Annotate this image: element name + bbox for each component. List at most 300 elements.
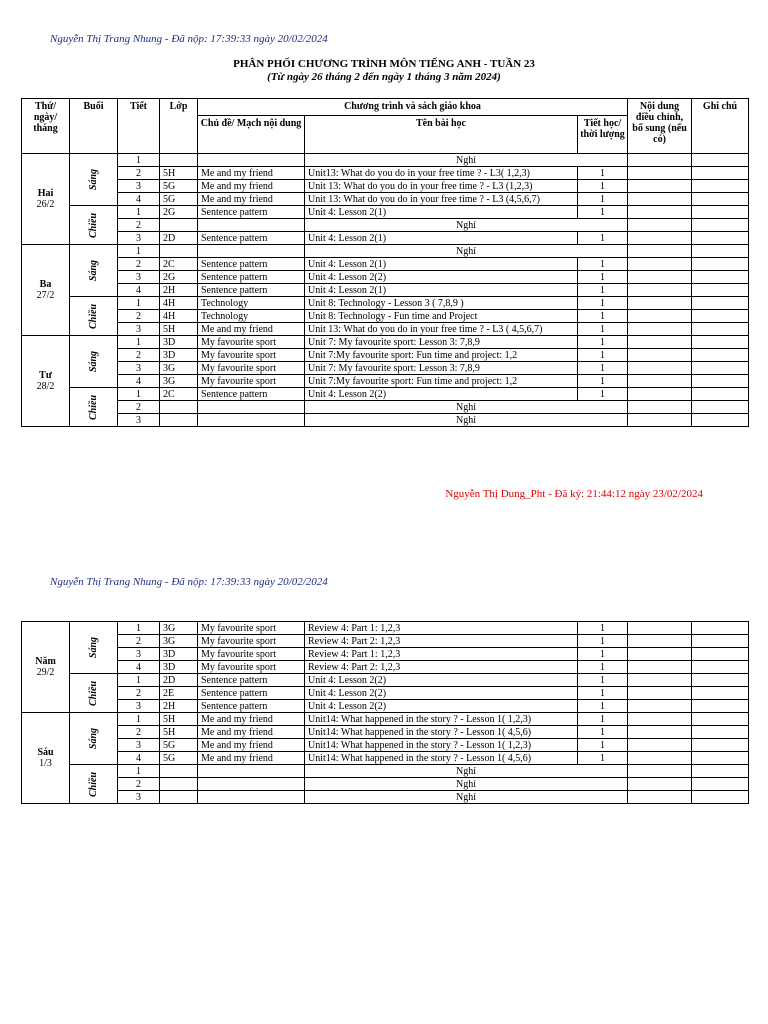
class-cell: 5G [160, 739, 198, 752]
note-cell [692, 323, 749, 336]
hours-cell: 1 [578, 648, 628, 661]
topic-cell: Sentence pattern [198, 284, 305, 297]
topic-cell [198, 154, 305, 167]
period-cell: 2 [118, 401, 160, 414]
period-cell: 3 [118, 271, 160, 284]
day-name: Ba [39, 279, 52, 290]
lesson-cell: Unit 4: Lesson 2(2) [305, 687, 578, 700]
topic-cell: Sentence pattern [198, 687, 305, 700]
period-cell: 1 [118, 388, 160, 401]
off-cell: Nghỉ [305, 154, 628, 167]
lesson-cell: Unit 8: Technology - Fun time and Project [305, 310, 578, 323]
period-cell: 1 [118, 245, 160, 258]
class-cell: 5H [160, 323, 198, 336]
session-cell [70, 674, 118, 713]
adjust-cell [628, 635, 692, 648]
note-cell [692, 193, 749, 206]
note-cell [692, 297, 749, 310]
day-name: Sáu [37, 747, 54, 758]
adjust-cell [628, 726, 692, 739]
class-cell [160, 401, 198, 414]
note-cell [692, 167, 749, 180]
off-cell: Nghỉ [305, 791, 628, 804]
table-row [22, 375, 749, 388]
period-cell: 3 [118, 739, 160, 752]
header-note: Ghi chú [692, 99, 749, 154]
topic-cell: Sentence pattern [198, 206, 305, 219]
table-row [22, 167, 749, 180]
period-cell: 2 [118, 258, 160, 271]
note-cell [692, 726, 749, 739]
table-row [22, 193, 749, 206]
class-cell: 2D [160, 674, 198, 687]
note-cell [692, 219, 749, 232]
hours-cell: 1 [578, 193, 628, 206]
note-cell [692, 362, 749, 375]
adjust-cell [628, 206, 692, 219]
lesson-cell: Review 4: Part 2: 1,2,3 [305, 661, 578, 674]
day-cell [22, 154, 70, 245]
topic-cell: Sentence pattern [198, 258, 305, 271]
period-cell: 1 [118, 674, 160, 687]
hours-cell: 1 [578, 349, 628, 362]
note-cell [692, 310, 749, 323]
period-cell: 1 [118, 765, 160, 778]
hours-cell: 1 [578, 284, 628, 297]
session-label: Sáng [88, 727, 99, 750]
class-cell: 5H [160, 713, 198, 726]
adjust-cell [628, 284, 692, 297]
lesson-cell: Unit 4: Lesson 2(2) [305, 700, 578, 713]
class-cell [160, 245, 198, 258]
session-label: Sáng [88, 636, 99, 659]
topic-cell: My favourite sport [198, 375, 305, 388]
lesson-cell: Unit14: What happened in the story ? - Lesson 1( 4,5,6) [305, 726, 578, 739]
topic-cell [198, 778, 305, 791]
adjust-cell [628, 388, 692, 401]
table-row [22, 700, 749, 713]
session-cell [70, 622, 118, 674]
adjust-cell [628, 362, 692, 375]
adjust-cell [628, 349, 692, 362]
schedule-table-1 [21, 98, 749, 427]
class-cell: 3D [160, 648, 198, 661]
lesson-cell: Unit 4: Lesson 2(1) [305, 284, 578, 297]
hours-cell: 1 [578, 726, 628, 739]
day-cell [22, 713, 70, 804]
header-adjust: Nội dung điều chỉnh, bổ sung (nếu có) [628, 99, 692, 154]
note-cell [692, 349, 749, 362]
adjust-cell [628, 232, 692, 245]
note-cell [692, 791, 749, 804]
table-row [22, 297, 749, 310]
adjust-cell [628, 271, 692, 284]
note-cell [692, 336, 749, 349]
topic-cell: Technology [198, 297, 305, 310]
period-cell: 2 [118, 726, 160, 739]
adjust-cell [628, 219, 692, 232]
topic-cell [198, 414, 305, 427]
topic-cell: Me and my friend [198, 180, 305, 193]
table-row [22, 622, 749, 635]
off-row [22, 401, 749, 414]
day-cell [22, 245, 70, 336]
day-date: 1/3 [39, 758, 52, 769]
note-cell [692, 271, 749, 284]
class-cell: 4H [160, 297, 198, 310]
class-cell: 2C [160, 258, 198, 271]
topic-cell: Me and my friend [198, 193, 305, 206]
period-cell: 2 [118, 687, 160, 700]
hours-cell: 1 [578, 635, 628, 648]
topic-cell [198, 791, 305, 804]
lesson-cell: Unit 13: What do you do in your free time ? - L3 ( 4,5,6,7) [305, 323, 578, 336]
adjust-cell [628, 752, 692, 765]
note-cell [692, 401, 749, 414]
lesson-cell: Unit 13: What do you do in your free time ? - L3 (4,5,6,7) [305, 193, 578, 206]
note-cell [692, 206, 749, 219]
period-cell: 2 [118, 310, 160, 323]
adjust-cell [628, 778, 692, 791]
class-cell: 2G [160, 206, 198, 219]
table-row [22, 349, 749, 362]
session-cell [70, 154, 118, 206]
lesson-cell: Unit 4: Lesson 2(2) [305, 674, 578, 687]
day-date: 28/2 [36, 381, 55, 392]
topic-cell: My favourite sport [198, 622, 305, 635]
note-cell [692, 752, 749, 765]
adjust-cell [628, 414, 692, 427]
day-date: 26/2 [36, 199, 55, 210]
period-cell: 1 [118, 622, 160, 635]
period-cell: 2 [118, 778, 160, 791]
off-cell: Nghỉ [305, 778, 628, 791]
session-label: Chiều [87, 303, 99, 329]
day-cell [22, 336, 70, 427]
header-day: Thứ/ ngày/ tháng [22, 99, 70, 154]
off-cell: Nghỉ [305, 245, 628, 258]
session-label: Chiều [87, 212, 99, 238]
hours-cell: 1 [578, 206, 628, 219]
adjust-cell [628, 193, 692, 206]
table-row [22, 726, 749, 739]
off-row [22, 791, 749, 804]
period-cell: 2 [118, 349, 160, 362]
header-topic: Chủ đề/ Mạch nội dung [198, 116, 305, 154]
note-cell [692, 713, 749, 726]
off-cell: Nghỉ [305, 414, 628, 427]
table-row [22, 713, 749, 726]
off-row [22, 219, 749, 232]
topic-cell: Sentence pattern [198, 674, 305, 687]
class-cell: 3G [160, 362, 198, 375]
topic-cell: Me and my friend [198, 167, 305, 180]
hours-cell: 1 [578, 700, 628, 713]
day-date: 29/2 [36, 667, 55, 678]
session-label: Chiều [87, 680, 99, 706]
topic-cell: Me and my friend [198, 752, 305, 765]
note-cell [692, 284, 749, 297]
period-cell: 1 [118, 336, 160, 349]
lesson-cell: Unit 7:My favourite sport: Fun time and project: 1,2 [305, 375, 578, 388]
table-row [22, 310, 749, 323]
hours-cell: 1 [578, 232, 628, 245]
note-cell [692, 687, 749, 700]
header-class: Lớp [160, 99, 198, 154]
period-cell: 3 [118, 791, 160, 804]
hours-cell: 1 [578, 674, 628, 687]
lesson-cell: Unit 4: Lesson 2(1) [305, 206, 578, 219]
class-cell: 2E [160, 687, 198, 700]
class-cell [160, 778, 198, 791]
period-cell: 1 [118, 297, 160, 310]
class-cell: 2H [160, 284, 198, 297]
adjust-cell [628, 323, 692, 336]
adjust-cell [628, 648, 692, 661]
page-subtitle: (Từ ngày 26 tháng 2 đến ngày 1 tháng 3 năm 2024) [267, 71, 501, 83]
class-cell [160, 414, 198, 427]
hours-cell: 1 [578, 297, 628, 310]
table-row [22, 362, 749, 375]
session-cell [70, 297, 118, 336]
page-title: PHÂN PHỐI CHƯƠNG TRÌNH MÔN TIẾNG ANH - TUẦN 23 [233, 58, 535, 70]
topic-cell: Me and my friend [198, 713, 305, 726]
off-row [22, 154, 749, 167]
note-cell [692, 232, 749, 245]
period-cell: 2 [118, 167, 160, 180]
class-cell: 2C [160, 388, 198, 401]
period-cell: 4 [118, 752, 160, 765]
adjust-cell [628, 245, 692, 258]
period-cell: 3 [118, 700, 160, 713]
lesson-cell: Unit 4: Lesson 2(1) [305, 232, 578, 245]
topic-cell [198, 219, 305, 232]
day-name: Năm [35, 656, 56, 667]
topic-cell [198, 765, 305, 778]
off-cell: Nghỉ [305, 401, 628, 414]
hours-cell: 1 [578, 180, 628, 193]
class-cell: 5G [160, 752, 198, 765]
day-name: Tư [39, 370, 52, 381]
adjust-cell [628, 310, 692, 323]
class-cell: 3D [160, 661, 198, 674]
lesson-cell: Unit 7: My favourite sport: Lesson 3: 7,8,9 [305, 362, 578, 375]
note-cell [692, 765, 749, 778]
table-row [22, 336, 749, 349]
topic-cell: My favourite sport [198, 349, 305, 362]
hours-cell: 1 [578, 258, 628, 271]
session-cell [70, 245, 118, 297]
topic-cell: My favourite sport [198, 648, 305, 661]
period-cell: 4 [118, 375, 160, 388]
note-cell [692, 375, 749, 388]
table-row [22, 635, 749, 648]
adjust-cell [628, 622, 692, 635]
class-cell: 4H [160, 310, 198, 323]
table-row [22, 687, 749, 700]
topic-cell: My favourite sport [198, 635, 305, 648]
period-cell: 3 [118, 414, 160, 427]
class-cell: 3D [160, 336, 198, 349]
period-cell: 3 [118, 362, 160, 375]
lesson-cell: Unit14: What happened in the story ? - Lesson 1( 1,2,3) [305, 713, 578, 726]
off-row [22, 765, 749, 778]
note-cell [692, 622, 749, 635]
session-label: Chiều [87, 394, 99, 420]
topic-cell: My favourite sport [198, 336, 305, 349]
lesson-cell: Review 4: Part 1: 1,2,3 [305, 648, 578, 661]
topic-cell [198, 401, 305, 414]
lesson-cell: Unit14: What happened in the story ? - Lesson 1( 1,2,3) [305, 739, 578, 752]
topic-cell: Sentence pattern [198, 271, 305, 284]
adjust-cell [628, 375, 692, 388]
topic-cell: Sentence pattern [198, 232, 305, 245]
lesson-cell: Unit 8: Technology - Lesson 3 ( 7,8,9 ) [305, 297, 578, 310]
class-cell: 3D [160, 349, 198, 362]
lesson-cell: Unit 4: Lesson 2(1) [305, 258, 578, 271]
hours-cell: 1 [578, 622, 628, 635]
adjust-cell [628, 167, 692, 180]
class-cell: 3G [160, 635, 198, 648]
hours-cell: 1 [578, 271, 628, 284]
adjust-cell [628, 713, 692, 726]
period-cell: 3 [118, 180, 160, 193]
note-cell [692, 778, 749, 791]
header-session: Buổi [70, 99, 118, 154]
hours-cell: 1 [578, 713, 628, 726]
topic-cell: Sentence pattern [198, 388, 305, 401]
class-cell: 5G [160, 180, 198, 193]
class-cell: 2H [160, 700, 198, 713]
lesson-cell: Unit 4: Lesson 2(2) [305, 388, 578, 401]
adjust-cell [628, 336, 692, 349]
period-cell: 1 [118, 206, 160, 219]
table-row [22, 271, 749, 284]
header-hours: Tiết học/ thời lượng [578, 116, 628, 154]
table-row [22, 674, 749, 687]
topic-cell: Me and my friend [198, 726, 305, 739]
note-cell [692, 180, 749, 193]
period-cell: 4 [118, 284, 160, 297]
hours-cell: 1 [578, 323, 628, 336]
session-cell [70, 713, 118, 765]
period-cell: 2 [118, 635, 160, 648]
period-cell: 1 [118, 154, 160, 167]
session-label: Chiều [87, 771, 99, 797]
off-cell: Nghỉ [305, 765, 628, 778]
hours-cell: 1 [578, 752, 628, 765]
lesson-cell: Review 4: Part 1: 1,2,3 [305, 622, 578, 635]
period-cell: 3 [118, 232, 160, 245]
note-cell [692, 674, 749, 687]
session-label: Sáng [88, 259, 99, 282]
note-cell [692, 245, 749, 258]
topic-cell: Technology [198, 310, 305, 323]
topic-cell: Sentence pattern [198, 700, 305, 713]
off-row [22, 778, 749, 791]
adjust-cell [628, 154, 692, 167]
note-cell [692, 414, 749, 427]
table-row [22, 284, 749, 297]
off-cell: Nghỉ [305, 219, 628, 232]
off-row [22, 414, 749, 427]
period-cell: 4 [118, 661, 160, 674]
submitted-by-header: Nguyễn Thị Trang Nhung - Đã nộp: 17:39:33 ngày 20/02/2024 [50, 33, 328, 45]
class-cell [160, 791, 198, 804]
header-program: Chương trình và sách giáo khoa [198, 99, 628, 116]
hours-cell: 1 [578, 687, 628, 700]
lesson-cell: Unit14: What happened in the story ? - Lesson 1( 4,5,6) [305, 752, 578, 765]
lesson-cell: Unit 7:My favourite sport: Fun time and project: 1,2 [305, 349, 578, 362]
class-cell: 5H [160, 167, 198, 180]
class-cell: 2G [160, 271, 198, 284]
class-cell: 5G [160, 193, 198, 206]
period-cell: 1 [118, 713, 160, 726]
adjust-cell [628, 258, 692, 271]
hours-cell: 1 [578, 661, 628, 674]
period-cell: 4 [118, 193, 160, 206]
lesson-cell: Review 4: Part 2: 1,2,3 [305, 635, 578, 648]
adjust-cell [628, 765, 692, 778]
day-date: 27/2 [36, 290, 55, 301]
topic-cell [198, 245, 305, 258]
topic-cell: Me and my friend [198, 323, 305, 336]
day-cell [22, 622, 70, 713]
hours-cell: 1 [578, 362, 628, 375]
session-cell [70, 765, 118, 804]
adjust-cell [628, 661, 692, 674]
session-cell [70, 206, 118, 245]
topic-cell: My favourite sport [198, 362, 305, 375]
adjust-cell [628, 687, 692, 700]
table-row [22, 180, 749, 193]
adjust-cell [628, 180, 692, 193]
schedule-table-2 [21, 621, 749, 804]
header-lesson: Tên bài học [305, 116, 578, 154]
approval-signature: Nguyễn Thị Dung_Pht - Đã ký: 21:44:12 ngày 23/02/2024 [445, 488, 703, 500]
class-cell: 3G [160, 375, 198, 388]
hours-cell: 1 [578, 167, 628, 180]
period-cell: 2 [118, 219, 160, 232]
note-cell [692, 258, 749, 271]
lesson-cell: Unit13: What do you do in your free time ? - L3( 1,2,3) [305, 167, 578, 180]
class-cell [160, 765, 198, 778]
adjust-cell [628, 700, 692, 713]
lesson-cell: Unit 13: What do you do in your free time ? - L3 (1,2,3) [305, 180, 578, 193]
submitted-by-header-page2: Nguyễn Thị Trang Nhung - Đã nộp: 17:39:33 ngày 20/02/2024 [50, 576, 328, 588]
period-cell: 3 [118, 648, 160, 661]
adjust-cell [628, 401, 692, 414]
session-cell [70, 388, 118, 427]
class-cell [160, 219, 198, 232]
note-cell [692, 154, 749, 167]
table-row [22, 323, 749, 336]
hours-cell: 1 [578, 375, 628, 388]
table-row [22, 739, 749, 752]
lesson-cell: Unit 4: Lesson 2(2) [305, 271, 578, 284]
hours-cell: 1 [578, 388, 628, 401]
class-cell: 3G [160, 622, 198, 635]
session-cell [70, 336, 118, 388]
note-cell [692, 739, 749, 752]
class-cell: 2D [160, 232, 198, 245]
lesson-cell: Unit 7: My favourite sport: Lesson 3: 7,8,9 [305, 336, 578, 349]
note-cell [692, 700, 749, 713]
topic-cell: My favourite sport [198, 661, 305, 674]
table-row [22, 232, 749, 245]
adjust-cell [628, 791, 692, 804]
header-period: Tiết [118, 99, 160, 154]
